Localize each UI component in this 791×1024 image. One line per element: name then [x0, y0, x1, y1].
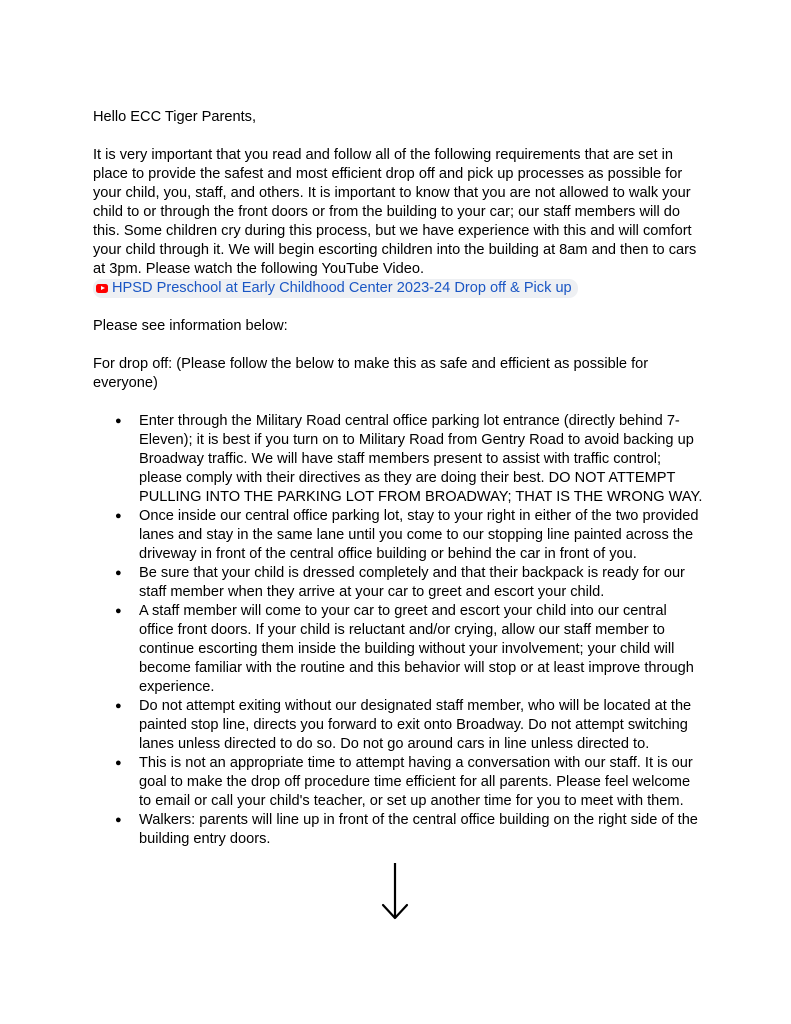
list-item: ● Enter through the Military Road central office parking lot entrance (directly behind 7-Eleven); it is best if you turn on to Military Road from Gentry Road to avoid backing up Broadway traffic. We will have staff members present to assist with traffic control; please comply with their directives as they are doing their best. DO NOT ATTEMPT PULLING INTO THE PARKING LOT FROM BROADWAY; THAT IS THE WRONG WAY.: [93, 412, 705, 507]
dropoff-list: [93, 412, 705, 849]
youtube-icon: [96, 284, 108, 293]
list-item: ● Do not attempt exiting without our designated staff member, who will be located at the painted stop line, directs you forward to exit onto Broadway. Do not attempt switching lanes unless directed to do so. Do not go around cars in line unless directed to.: [93, 697, 705, 754]
document-body: [93, 108, 705, 849]
list-item: ● Be sure that your child is dressed completely and that their backpack is ready for our staff member when they arrive at your car to greet and escort your child.: [93, 564, 705, 602]
down-arrow-icon: [381, 862, 409, 920]
list-item: ● This is not an appropriate time to attempt having a conversation with our staff. It is our goal to make the drop off procedure time efficient for all parents. Please feel welcome to email or call your child's teacher, or set up another time for you to meet with them.: [93, 754, 705, 811]
list-item: ● Once inside our central office parking lot, stay to your right in either of the two provided lanes and stay in the same lane until you come to our stopping line painted across the driveway in front of the central office building or behind the car in front of you.: [93, 507, 705, 564]
video-link-label[interactable]: HPSD Preschool at Early Childhood Center 2023-24 Drop off & Pick up: [112, 280, 572, 296]
list-item: ● Walkers: parents will line up in front of the central office building on the right side of the building entry doors.: [93, 811, 705, 849]
see-info-text: Please see information below:: [93, 318, 288, 334]
dropoff-intro: For drop off: (Please follow the below to make this as safe and efficient as possible for everyone): [93, 356, 649, 391]
list-item: ● A staff member will come to your car to greet and escort your child into our central office front doors. If your child is reluctant and/or crying, allow our staff member to continue escorting them inside the building without your involvement; your child will become familiar with the routine and this behavior will stop or at least improve through experience.: [93, 602, 705, 697]
intro-paragraph: It is very important that you read and follow all of the following requirements that are set in place to provide the safest and most efficient drop off and pick up processes as possible for your child, you, staff, and others. It is important to know that you are not allowed to walk your child to or through the front doors or from the building to your car; our staff members will do this. Some children cry during this process, but we have experience with this and will comfort your child through it. We will begin escorting children into the building at 8am and then to cars at 3pm. Please watch the following YouTube Video.: [93, 147, 697, 277]
greeting: Hello ECC Tiger Parents,: [93, 109, 257, 125]
video-link-chip[interactable]: [93, 279, 578, 298]
